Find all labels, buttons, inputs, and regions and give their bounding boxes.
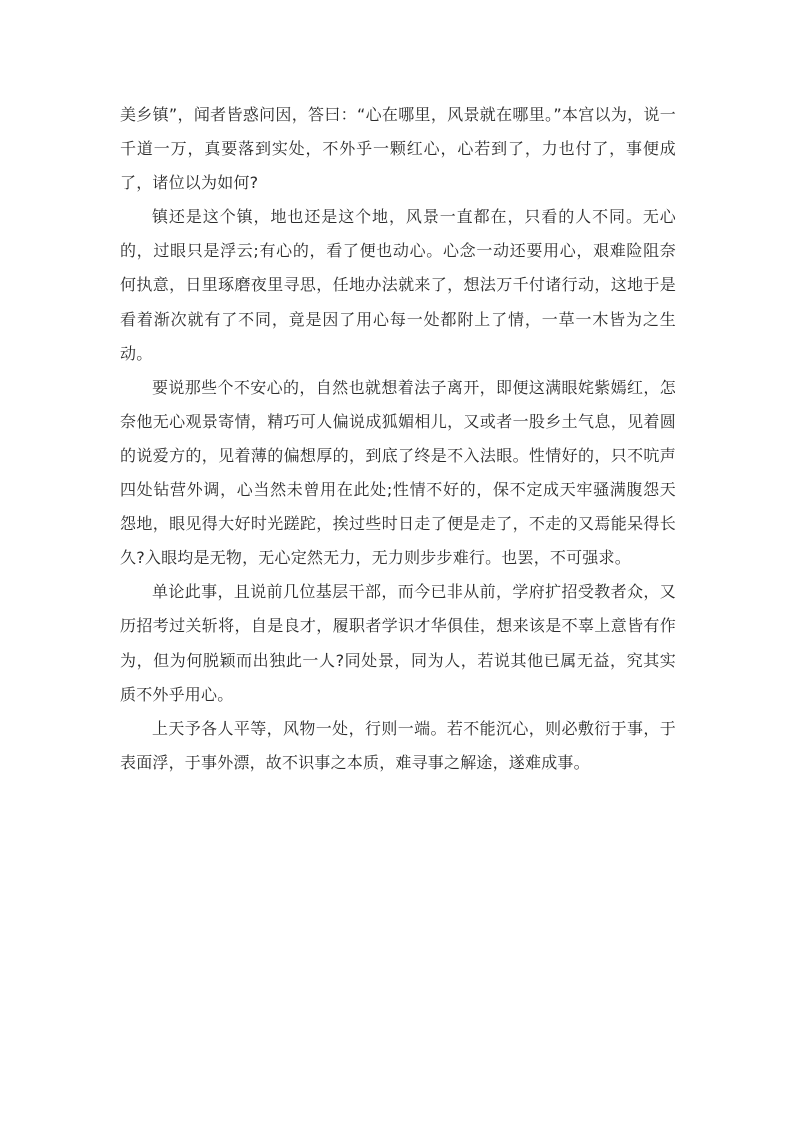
document-body [120,98,676,780]
paragraph-2: 镇还是这个镇，地也还是这个地，风景一直都在，只看的人不同。无心的，过眼只是浮云;有心的，看了便也动心。心念一动还要用心，艰难险阻奈何执意，日里琢磨夜里寻思，任地办法就来了，想法万千付诸行动，这地于是看着渐次就有了不同，竟是因了用心每一处都附上了情，一草一木皆为之生动。 [120,207,676,363]
paragraph-5: 上天予各人平等，风物一处，行则一端。若不能沉心，则必敷衍于事，于表面浮，于事外漂，故不识事之本质，难寻事之解途，遂难成事。 [120,718,676,772]
paragraph-3: 要说那些个不安心的，自然也就想着法子离开，即便这满眼姹紫嫣红，怎奈他无心观景寄情，精巧可人偏说成狐媚相儿，又或者一股乡土气息，见着圆的说爱方的，见着薄的偏想厚的，到底了终是不入法眼。性情好的，只不吭声四处钻营外调，心当然未曾用在此处;性情不好的，保不定成天牢骚满腹怨天怨地，眼见得大好时光蹉跎，挨过些时日走了便是走了，不走的又焉能呆得长久?入眼均是无物，无心定然无力，无力则步步难行。也罢，不可强求。 [120,377,676,568]
paragraph-1: 美乡镇”，闻者皆惑问因，答曰：“心在哪里，风景就在哪里。”本宫以为，说一千道一万，真要落到实处，不外乎一颗红心，心若到了，力也付了，事便成了，诸位以为如何? [120,105,676,193]
paragraph-4: 单论此事，且说前几位基层干部，而今已非从前，学府扩招受教者众，又历招考过关斩将，自是良才，履职者学识才华俱佳，想来该是不辜上意皆有作为，但为何脱颖而出独此一人?同处景，同为人，若说其他已属无益，究其实质不外乎用心。 [120,582,676,704]
